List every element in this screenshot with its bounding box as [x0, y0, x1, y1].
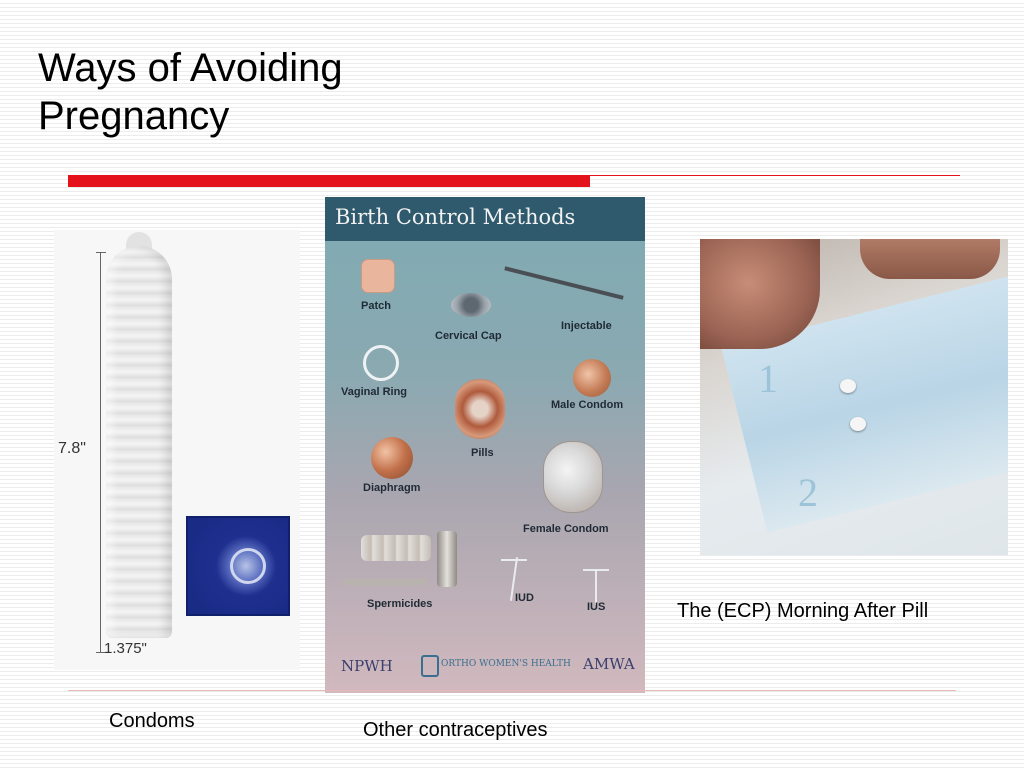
- ecp-step-2: 2: [798, 470, 818, 515]
- iud-arms-icon: [501, 559, 527, 561]
- hand-fingers: [860, 239, 1000, 279]
- dimension-line: [100, 252, 101, 652]
- label-injectable: Injectable: [561, 320, 612, 332]
- label-ius: IUS: [587, 601, 606, 613]
- male-condom-icon: [573, 359, 611, 397]
- label-cervical-cap: Cervical Cap: [435, 330, 502, 342]
- label-iud: IUD: [515, 592, 534, 604]
- label-male-condom: Male Condom: [551, 399, 624, 411]
- condom-shape: [106, 246, 172, 638]
- label-vaginal-ring: Vaginal Ring: [341, 386, 408, 398]
- title-rule-thick: [68, 175, 590, 187]
- birth-control-poster: [325, 197, 645, 693]
- caption-ecp: The (ECP) Morning After Pill: [677, 600, 929, 622]
- ius-arms-icon: [583, 569, 609, 571]
- poster-footer: [325, 637, 645, 693]
- caption-condoms: Condoms: [109, 710, 195, 732]
- poster-title: Birth Control Methods: [335, 205, 576, 229]
- ortho-logo: ORTHO WOMEN'S HEALTH: [441, 659, 571, 669]
- caption-other-contraceptives: Other contraceptives: [363, 719, 548, 741]
- spermicide-inserts-icon: [361, 535, 431, 561]
- patch-icon: [361, 259, 395, 293]
- poster-header: [325, 197, 645, 241]
- label-diaphragm: Diaphragm: [363, 482, 421, 494]
- label-spermicides: Spermicides: [367, 598, 433, 610]
- slide-title-line-1: Ways of Avoiding: [38, 46, 343, 90]
- ecp-photo: [700, 239, 1008, 555]
- label-pills: Pills: [471, 447, 494, 459]
- condom-photo: [54, 230, 300, 670]
- spermicide-can-icon: [437, 531, 457, 587]
- npwh-logo: NPWH: [341, 657, 393, 675]
- pill-1-icon: [840, 379, 856, 393]
- condom-package: [186, 516, 290, 616]
- bottom-rule: [68, 690, 956, 691]
- dimension-tick-top: [96, 252, 106, 253]
- pill-2-icon: [850, 417, 866, 431]
- ius-icon: [595, 569, 597, 605]
- ortho-logo-icon: [421, 655, 439, 677]
- pill-pack-icon: [455, 379, 505, 439]
- female-condom-icon: [543, 441, 603, 513]
- syringe-icon: [504, 266, 623, 299]
- ecp-step-1: 1: [758, 356, 778, 401]
- length-label: 7.8": [58, 440, 86, 457]
- label-patch: Patch: [361, 300, 391, 312]
- slide-title-line-2: Pregnancy: [38, 94, 230, 138]
- cervical-cap-icon: [451, 293, 491, 317]
- slide-title: [38, 44, 558, 140]
- amwa-logo: AMWA: [583, 655, 635, 673]
- width-label: 1.375": [104, 640, 147, 657]
- label-female-condom: Female Condom: [523, 523, 609, 535]
- diaphragm-icon: [371, 437, 413, 479]
- vaginal-ring-icon: [363, 345, 399, 381]
- condom-ring-icon: [230, 548, 266, 584]
- spermicide-applicator-icon: [343, 579, 427, 585]
- title-rule-thin: [590, 175, 960, 176]
